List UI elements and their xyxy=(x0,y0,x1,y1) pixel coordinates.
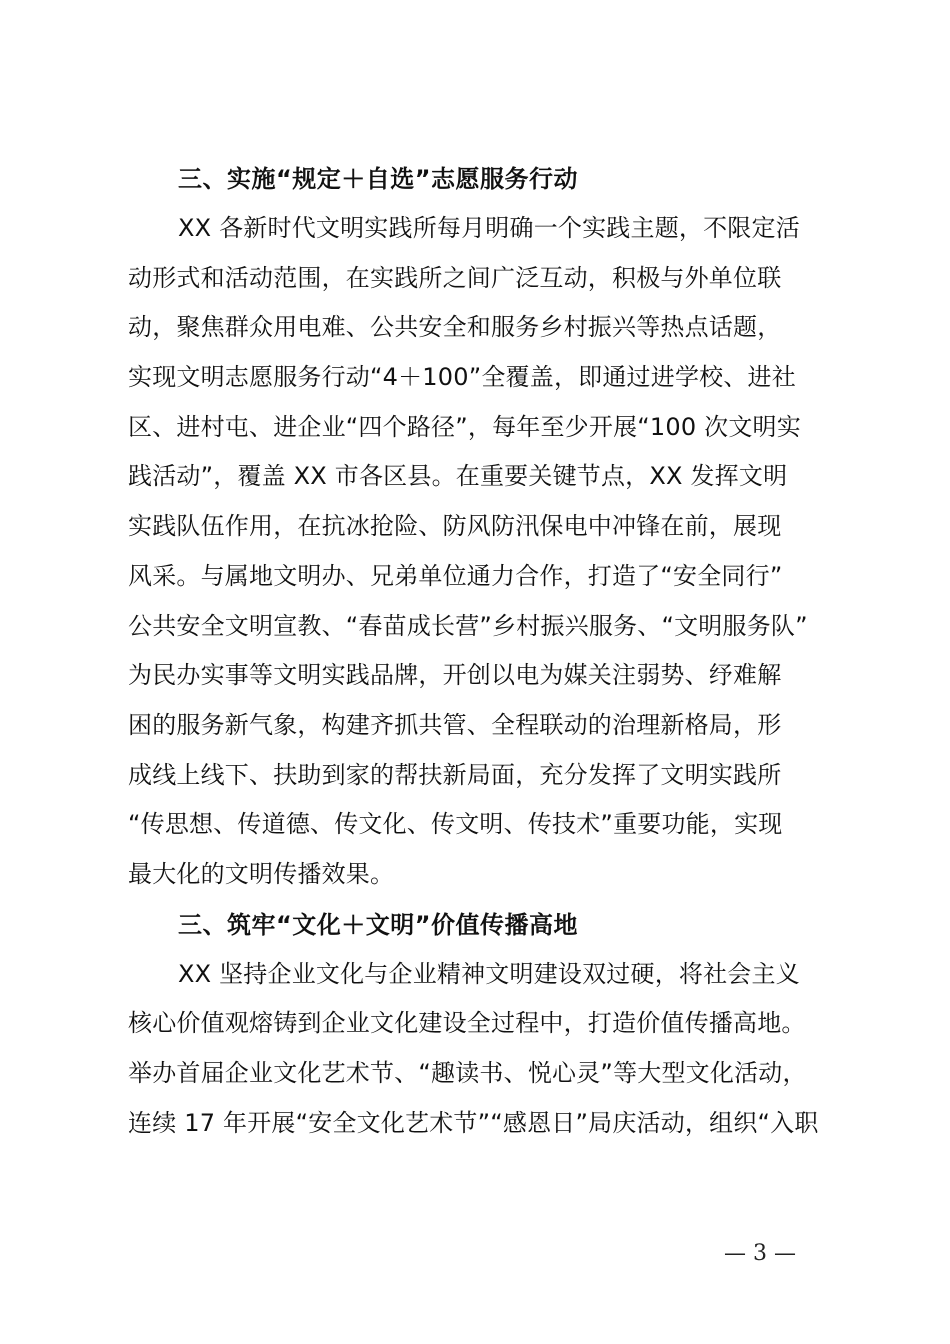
paragraph-line: XX 坚持企业文化与企业精神文明建设双过硬，将社会主义 xyxy=(178,959,800,988)
paragraph-line: 动，聚焦群众用电难、公共安全和服务乡村振兴等热点话题， xyxy=(128,313,782,342)
paragraph-line: 举办首届企业文化艺术节、“趣读书、悦心灵”等大型文化活动， xyxy=(128,1059,807,1087)
paragraph-line: 动形式和活动范围，在实践所之间广泛互动，积极与外单位联 xyxy=(128,263,782,292)
paragraph-line: 核心价值观熔铸到企业文化建设全过程中，打造价值传播高地。 xyxy=(128,1009,806,1038)
paragraph-line: 践活动”，覆盖 XX 市各区县。在重要关键节点，XX 发挥文明 xyxy=(128,462,788,491)
section-heading-volunteer-service: 三、实施“规定＋自选”志愿服务行动 xyxy=(178,165,579,193)
page-number: — 3 — xyxy=(724,1241,796,1266)
paragraph-line: 成线上线下、扶助到家的帮扶新局面，充分发挥了文明实践所 xyxy=(128,760,782,789)
paragraph-line: 实践队伍作用，在抗冰抢险、防风防汛保电中冲锋在前，展现 xyxy=(128,512,782,541)
document-body xyxy=(128,165,832,1148)
paragraph-line: 风采。与属地文明办、兄弟单位通力合作，打造了“安全同行” xyxy=(128,561,783,590)
paragraph-line: 困的服务新气象，构建齐抓共管、全程联动的治理新格局，形 xyxy=(128,710,782,739)
paragraph-line: 连续 17 年开展“安全文化艺术节”“感恩日”局庆活动，组织“入职 xyxy=(128,1108,819,1137)
paragraph-line: 实现文明志愿服务行动“4＋100”全覆盖，即通过进学校、进社 xyxy=(128,363,796,392)
section-heading-value-dissemination: 三、筑牢“文化＋文明”价值传播高地 xyxy=(178,910,579,939)
paragraph-line: 公共安全文明宣教、“春苗成长营”乡村振兴服务、“文明服务队” xyxy=(128,611,808,640)
paragraph-line: “传思想、传道德、传文化、传文明、传技术”重要功能，实现 xyxy=(128,810,783,839)
paragraph-line: XX 各新时代文明实践所每月明确一个实践主题，不限定活 xyxy=(178,214,800,242)
section-paragraph-volunteer-service xyxy=(128,204,832,900)
paragraph-line: 区、进村屯、进企业“四个路径”，每年至少开展“100 次文明实 xyxy=(128,412,801,441)
paragraph-line: 为民办实事等文明实践品牌，开创以电为媒关注弱势、纾难解 xyxy=(128,661,782,690)
paragraph-line: 最大化的文明传播效果。 xyxy=(128,859,395,888)
section-paragraph-value-dissemination xyxy=(128,950,832,1149)
